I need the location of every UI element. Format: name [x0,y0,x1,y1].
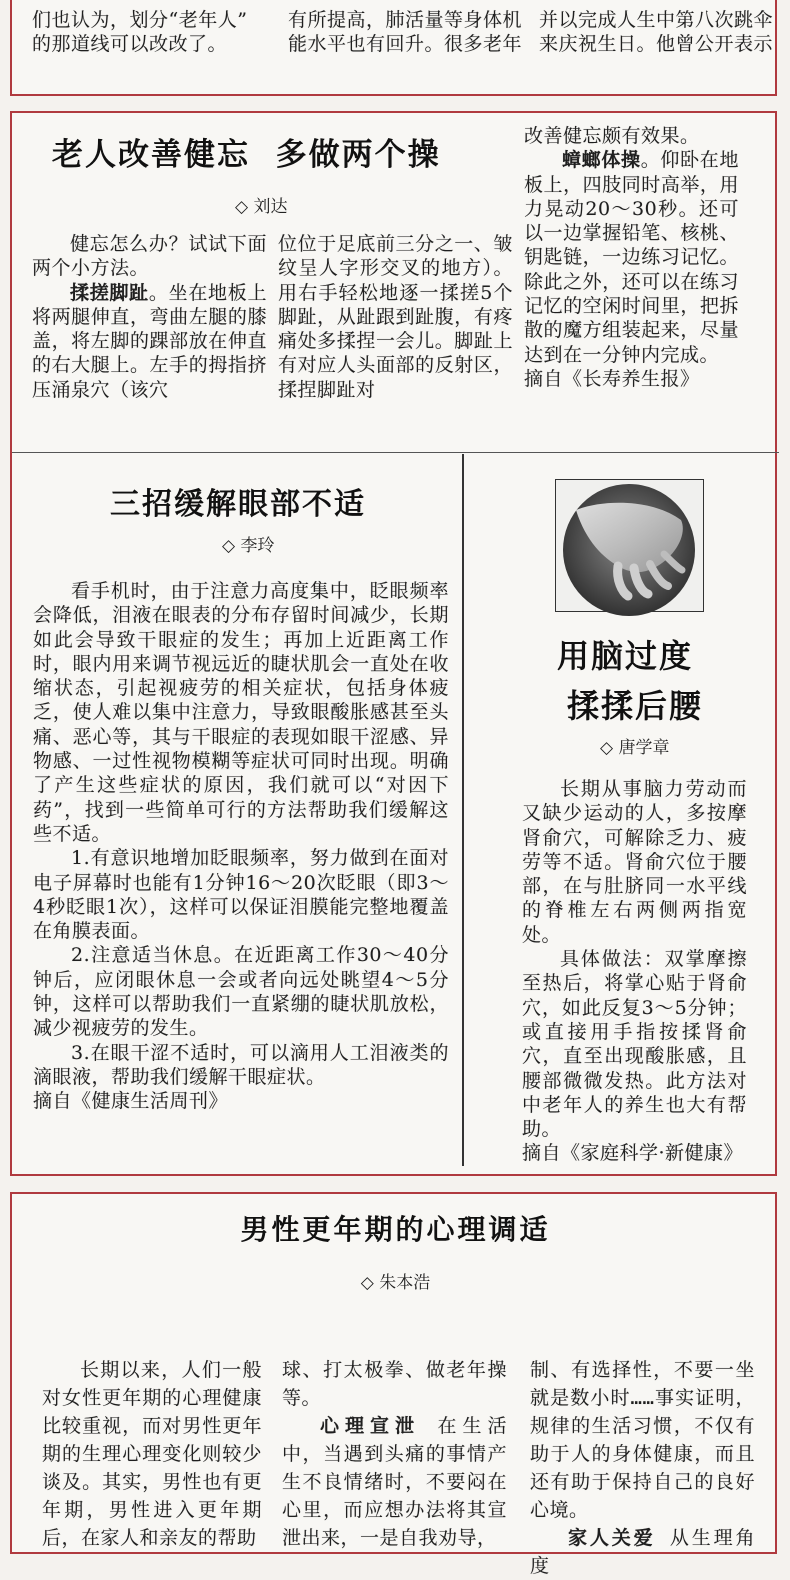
top-col-3 [539,8,774,57]
article-1-title: 老人改善健忘 多做两个操 [52,137,441,173]
article-3-body [522,777,747,1166]
article-1-method-2-text: 。仰卧在地板上，四肢同时高举，用力晃动20～30秒。还可以一边掌握铅笔、核桃、钥匙链，一边练习记忆。除此之外，还可以在练习记忆的空闲时间里，把拆散的魔方组装起来，尽量达到在一分钟内完成。 [524,149,739,366]
article-1-source: 摘自《长寿养生报》 [524,367,700,390]
article-1-col-2-text: 位位于足底前三分之一、皱纹呈人字形交叉的地方）。用右手轻松地逐一揉搓5个脚趾，从趾跟到趾腹，有疼痛处多揉捏一会儿。脚趾上有对应人头面部的反射区，揉捏脚趾对 [278,233,513,401]
article-1-author: ◇ 刘达 [235,197,288,217]
article-1-method-1 [32,281,267,402]
article-4-author: ◇ 朱本浩 [360,1273,431,1293]
health-articles-box [10,111,777,1176]
article-4-title: 男性更年期的心理调适 [240,1213,551,1246]
article-3-para-2: 具体做法：双掌摩擦至热后，将掌心贴于肾俞穴，如此反复3～5分钟；或直接用手指按揉肾俞穴，直至出现酸胀感，且腰部微微发热。此方法对中老年人的养生也大有帮助。 [522,948,747,1141]
top-col-2-line-1: 有所提高，肺活量等身体机 [288,9,523,31]
article-4-col-2-text: 在生活中，当遇到头痛的事情产生不良情绪时，不要闷在心里，而应想办法将其宣泄出来，一是自我劝导， [282,1415,507,1549]
article-2-para-4: 3.在眼干涩不适时，可以滴用人工泪液类的滴眼液，帮助我们缓解干眼症状。 [33,1041,449,1088]
top-col-2-line-2: 能水平也有回升。很多老年 [288,33,523,56]
article-4-col-3 [530,1356,755,1580]
article-1-method-2 [524,148,739,367]
article-1-col-2 [278,232,513,402]
article-2-para-3: 2.注意适当休息。在近距离工作30～40分钟后，应闭眼休息一会或者向远处眺望4～5分钟，这样可以帮助我们一直紧绷的睫状肌放松，减少视疲劳的发生。 [33,944,449,1040]
article-4-col-1 [42,1356,262,1552]
article-2-body [33,579,449,1114]
article-1-intro: 健忘怎么办？试试下面两个小方法。 [32,233,267,280]
article-4-col-1-text: 长期以来，人们一般对女性更年期的心理健康比较重视，而对男性更年期的生理心理变化则较少谈及。其实，男性也有更年期，男性进入更年期后，在家人和亲友的帮助 [42,1359,262,1549]
top-col-3-line-2: 来庆祝生日。他曾公开表示 [539,33,774,56]
section-divider [12,452,779,453]
article-3-source: 摘自《家庭科学·新健康》 [522,1142,744,1165]
article-1-method-2-lead: 蟑螂体操 [562,149,641,172]
article-4-col-3-lead: 家人关爱 [568,1527,656,1549]
column-divider [462,454,464,1166]
back-massage-image [556,480,703,611]
article-2-title: 三招缓解眼部不适 [110,487,366,522]
article-2-author: ◇ 李玲 [222,536,275,556]
article-1-col-1 [32,232,267,402]
article-4-box [10,1192,777,1577]
article-4-col-3-para [530,1524,755,1580]
top-article-box [10,0,777,96]
article-2-source: 摘自《健康生活周刊》 [33,1090,229,1113]
article-3-title-line-2: 揉揉后腰 [567,687,704,725]
article-4-col-2-lead: 心理宣泄 [320,1415,421,1437]
article-4-col-2-intro: 球、打太极拳、做老年操等。 [282,1359,507,1409]
article-1-method-1-text: 。坐在地板上将两腿伸直，弯曲左腿的膝盖，将左脚的踝部放在伸直的右大腿上。左手的拇指挤压涌泉穴（该穴 [32,281,267,401]
top-col-1-line-1: 们也认为，划分“老年人” [32,9,248,31]
article-4-col-3-text: 从生理角度 [530,1527,755,1577]
article-1-method-1-lead: 揉搓脚趾 [70,281,149,304]
article-3-para-1: 长期从事脑力劳动而又缺少运动的人，多按摩肾俞穴，可解除乏力、疲劳等不适。肾俞穴位于腰部，在与肚脐同一水平线的脊椎左右两侧两指宽处。 [522,778,747,946]
article-4-col-2-para [282,1412,507,1552]
article-1-col-3 [524,124,739,391]
top-col-3-line-1: 并以完成人生中第八次跳伞 [539,9,774,31]
back-massage-photo [555,479,704,612]
top-col-1 [32,8,267,57]
article-4-col-3-intro: 制、有选择性，不要一坐就是数小时……事实证明，规律的生活习惯，不仅有助于人的身体健康，而且还有助于保持自己的良好心境。 [530,1359,755,1521]
article-2-para-2: 1.有意识地增加眨眼频率，努力做到在面对电子屏幕时也能有1分钟16～20次眨眼（即3～4秒眨眼1次），这样可以保证泪膜能完整地覆盖在角膜表面。 [33,847,449,943]
top-col-1-line-2: 的那道线可以改改了。 [32,33,228,56]
article-3-title-line-1: 用脑过度 [557,637,694,675]
article-3-author: ◇ 唐学章 [600,738,670,758]
article-1-col-3-intro: 改善健忘颇有效果。 [524,125,700,147]
article-2-para-1: 看手机时，由于注意力高度集中，眨眼频率会降低，泪液在眼表的分布存留时间减少，长期如此会导致干眼症的发生；再加上近距离工作时，眼内用来调节视远近的睫状肌会一直处在收缩状态，引起视疲劳的相关症状，包括身体疲乏，使人难以集中注意力，导致眼酸胀感甚至头痛、恶心等，其与干眼症的表现如眼干涩感、异物感、一过性视物模糊等症状可同时出现。明确了产生这些症状的原因，我们就可以“对因下药”，找到一些简单可行的方法帮助我们缓解这些不适。 [33,580,449,845]
article-4-col-2 [282,1356,507,1552]
top-col-2 [288,8,523,57]
